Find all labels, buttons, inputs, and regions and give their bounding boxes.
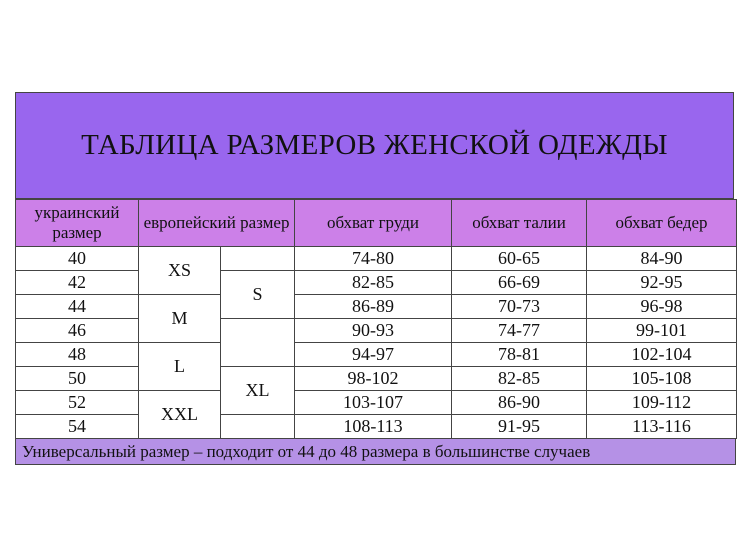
waist-cell: 86-90 xyxy=(452,391,587,415)
size-table xyxy=(15,199,737,439)
chest-cell: 103-107 xyxy=(295,391,452,415)
table-row xyxy=(16,391,737,415)
waist-cell: 82-85 xyxy=(452,367,587,391)
waist-cell: 91-95 xyxy=(452,415,587,439)
universal-size-note: Универсальный размер – подходит от 44 до 48 размера в большинстве случаев xyxy=(15,439,736,465)
eu-letter-cell: M xyxy=(139,295,221,343)
watermark xyxy=(652,450,722,468)
hips-cell: 105-108 xyxy=(587,367,737,391)
size-chart xyxy=(15,92,734,465)
eu-group-cell: S xyxy=(221,271,295,319)
ua-size-cell: 54 xyxy=(16,415,139,439)
hips-cell: 113-116 xyxy=(587,415,737,439)
waist-cell: 66-69 xyxy=(452,271,587,295)
hips-cell: 96-98 xyxy=(587,295,737,319)
waist-cell: 60-65 xyxy=(452,247,587,271)
hips-cell: 92-95 xyxy=(587,271,737,295)
header-row xyxy=(16,200,737,247)
ua-size-cell: 50 xyxy=(16,367,139,391)
chest-cell: 98-102 xyxy=(295,367,452,391)
header-hips: обхват бедер xyxy=(587,200,737,247)
ua-size-cell: 52 xyxy=(16,391,139,415)
table-row xyxy=(16,295,737,319)
eu-group-cell xyxy=(221,247,295,271)
eu-group-cell xyxy=(221,415,295,439)
ua-size-cell: 44 xyxy=(16,295,139,319)
chest-cell: 86-89 xyxy=(295,295,452,319)
table-row xyxy=(16,319,737,343)
eu-letter-cell: L xyxy=(139,343,221,391)
chest-cell: 90-93 xyxy=(295,319,452,343)
hips-cell: 99-101 xyxy=(587,319,737,343)
header-ua-size: украинский размер xyxy=(16,200,139,247)
hips-cell: 109-112 xyxy=(587,391,737,415)
chart-title: ТАБЛИЦА РАЗМЕРОВ ЖЕНСКОЙ ОДЕЖДЫ xyxy=(15,92,734,199)
eu-group-cell: XL xyxy=(221,367,295,415)
ua-size-cell: 40 xyxy=(16,247,139,271)
ua-size-cell: 42 xyxy=(16,271,139,295)
ua-size-cell: 46 xyxy=(16,319,139,343)
table-row xyxy=(16,367,737,391)
table-row xyxy=(16,271,737,295)
eu-letter-cell: XS xyxy=(139,247,221,295)
eu-letter-cell: XXL xyxy=(139,391,221,439)
chest-cell: 108-113 xyxy=(295,415,452,439)
table-row xyxy=(16,247,737,271)
header-chest: обхват груди xyxy=(295,200,452,247)
waist-cell: 74-77 xyxy=(452,319,587,343)
hips-cell: 84-90 xyxy=(587,247,737,271)
chest-cell: 74-80 xyxy=(295,247,452,271)
hips-cell: 102-104 xyxy=(587,343,737,367)
header-waist: обхват талии xyxy=(452,200,587,247)
ua-size-cell: 48 xyxy=(16,343,139,367)
eu-group-cell xyxy=(221,319,295,367)
chest-cell: 82-85 xyxy=(295,271,452,295)
chest-cell: 94-97 xyxy=(295,343,452,367)
table-row xyxy=(16,343,737,367)
header-eu-size: европейский размер xyxy=(139,200,295,247)
waist-cell: 78-81 xyxy=(452,343,587,367)
waist-cell: 70-73 xyxy=(452,295,587,319)
table-row xyxy=(16,415,737,439)
